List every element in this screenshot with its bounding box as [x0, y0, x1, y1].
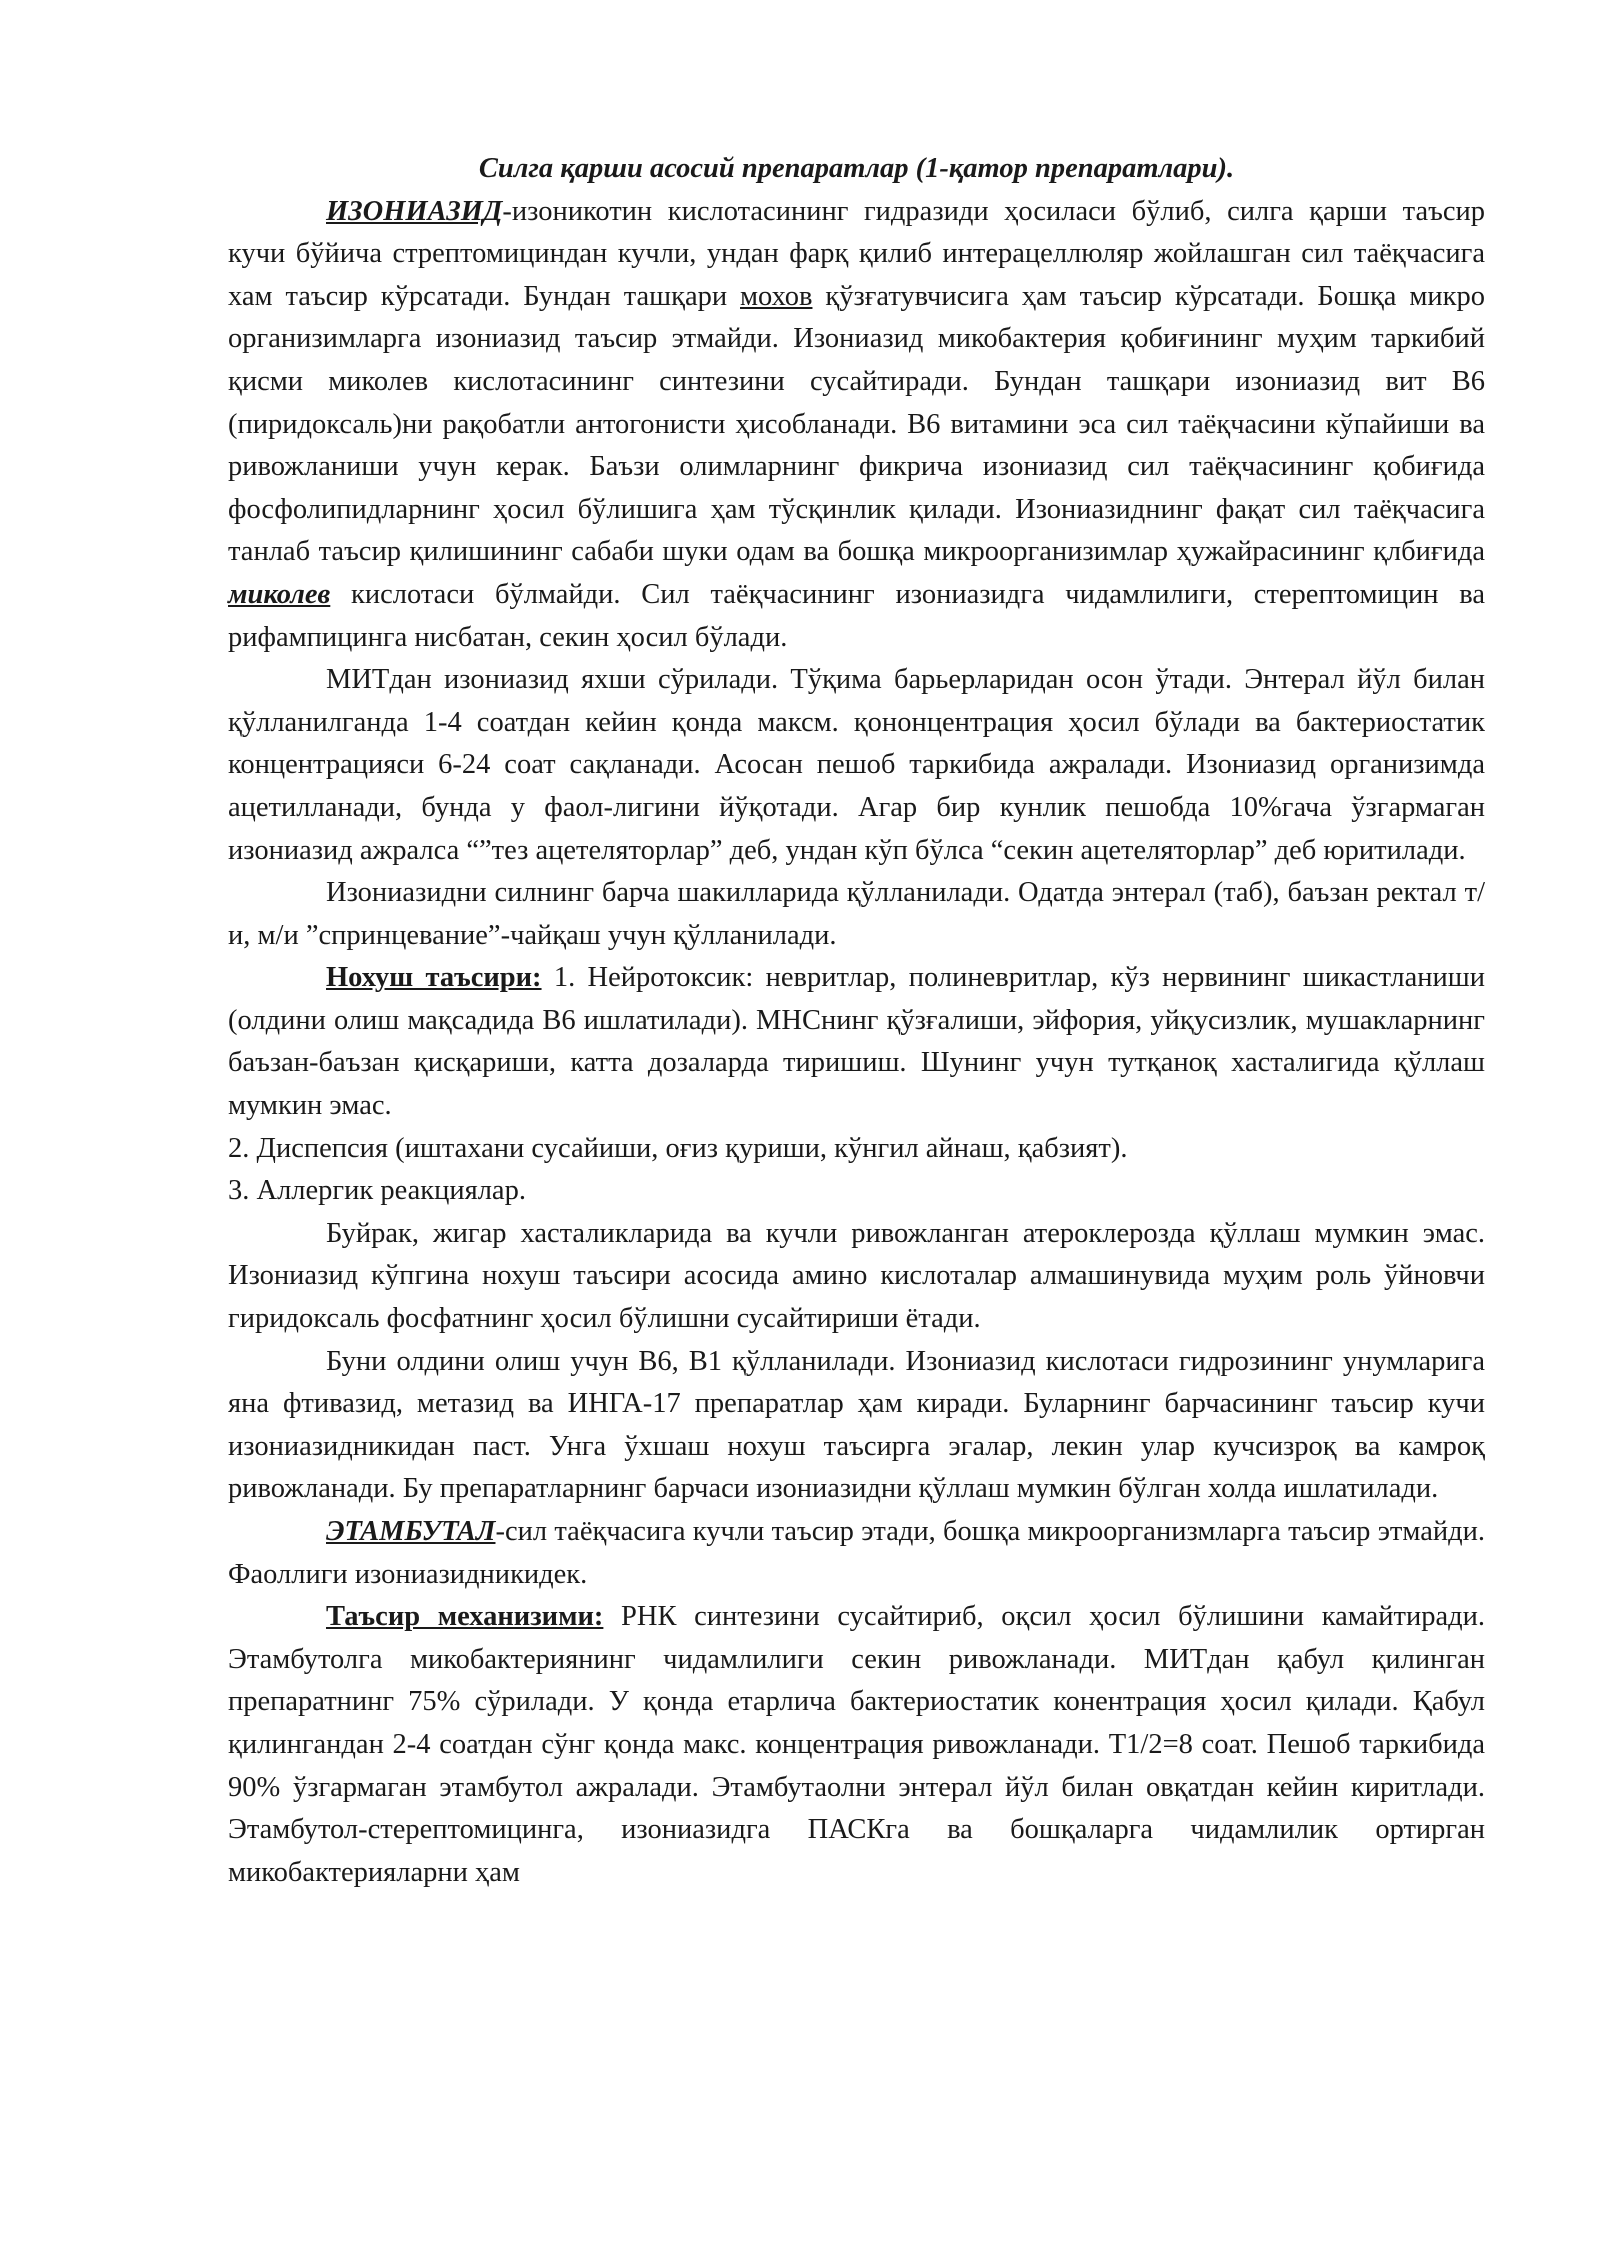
- paragraph-usage: Изониазидни силнинг барча шакилларида қўлланилади. Одатда энтерал (таб), баъзан ректал т/и, м/и ”спринцевание”-чайқаш учун қўлланилади.: [228, 877, 1485, 951]
- document-page: [228, 148, 1485, 1894]
- term-ethambutol: ЭТАМБУТАЛ: [326, 1516, 496, 1547]
- paragraph-isoniazid: [228, 191, 1485, 660]
- paragraph-ethambutol: [228, 1511, 1485, 1596]
- paragraph-absorption: МИТдан изониазид яхши сўрилади. Тўқима барьерларидан осон ўтади. Энтерал йўл билан қўлланилганда 1-4 соатдан кейин қонда максм. қононцентрация ҳосил бўлади ва бактериостатик концентрацияси 6-24 соат сақланади. Асосан пешоб таркибида ажралади. Изониазид организимда ацетилланади, бунда у фаол-лигини йўқотади. Агар бир кунлик пешобда 10%гача ўзгармаган изониазид ажралса “”тез ацетеляторлар” деб, ундан кўп бўлса “секин ацетеляторлар” деб юритилади.: [228, 664, 1485, 866]
- term-mechanism: Таъсир механизими:: [326, 1601, 604, 1633]
- paragraph-text: кислотаси бўлмайди. Сил таёқчасининг изониазидга чидамлилиги, стерептомицин ва рифампицинга нисбатан, секин ҳосил бўлади.: [228, 578, 1485, 653]
- paragraph-mechanism: [228, 1596, 1485, 1894]
- paragraph-text: қўзғатувчисига ҳам таъсир кўрсатади. Бошқа микро организимларга изониазид таъсир этмайди. Изониазид микобактерия қобиғининг муҳим таркибий қисми миколев кислотасининг синтезини сусайтиради. Бундан ташқари изониазид вит В6 (пиридоксаль)ни рақобатли антогонисти ҳисобланади. В6 витамини эса сил таёқчасини кўпайиши ва ривожланиши учун керак. Баъзи олимларнинг фикрича изониазид сил таёқчасининг қобиғида фосфолипидларнинг ҳосил бўлишига ҳам тўсқинлик қилади. Изониазиднинг фақат сил таёқчасига танлаб таъсир қилишининг сабаби шуки одам ва бошқа микроорганизимлар ҳужайрасининг қлбиғида: [228, 280, 1485, 568]
- term-mikolev: миколев: [228, 578, 331, 610]
- paragraph-text: -сил таёқчасига кучли таъсир этади, бошқа микроорганизмларга таъсир этмайди. Фаоллиги изониазидникидек.: [228, 1516, 1485, 1590]
- paragraph-text: -изоникотин кислотасининг гидразиди ҳосиласи бўлиб, силга қарши таъсир кучи бўйича стрептомициндан кучли, ундан фарқ қилиб интерацеллюляр жойлашган сил таёқчасига хам таъсир кўрсатади. Бундан ташқари: [228, 195, 1485, 312]
- paragraph-text: РНК синтезини сусайтириб, оқсил ҳосил бўлишини камайтиради. Этамбутолга микобактериянинг чидамлилиги секин ривожланади. МИТдан қабул қилинган препаратнинг 75% сўрилади. У қонда етарлича бактериостатик конентрация ҳосил қилади. Қабул қилингандан 2-4 соатдан сўнг қонда макс. концентрация ривожланади. Т1/2=8 соат. Пешоб таркибида 90% ўзгармаган этамбутол ажралади. Этамбутаолни энтерал йўл билан овқатдан кейин киритлади. Этамбутол-стерептомицинга, изониазидга ПАСКга ва бошқаларга чидамлилик ортирган микобактерияларни ҳам: [228, 1601, 1485, 1888]
- document-title: Силга қарши асосий препаратлар (1-қатор препаратлари).: [478, 153, 1235, 184]
- term-side-effects: Нохуш таъсири:: [326, 962, 542, 994]
- paragraph-prevention: Буни олдини олиш учун В6, В1 қўлланилади. Изониазид кислотаси гидрозининг унумларига яна фтивазид, метазид ва ИНГА-17 препаратлар ҳам киради. Буларнинг барчасининг таъсир кучи изониазидникидан паст. Унга ўхшаш нохуш таъсирга эгалар, лекин улар кучсизроқ ва камроқ ривожланади. Бу препаратларнинг барчаси изониазидни қўллаш мумкин бўлган холда ишлатилади.: [228, 1345, 1485, 1505]
- underlined-word: мохов: [740, 280, 813, 312]
- paragraph-text: 1. Нейротоксик: невритлар, полиневритлар, кўз нервининг шикастланиши (олдини олиш мақсадида В6 ишлатилади). МНСнинг қўзғалиши, эйфория, уйқусизлик, мушакларнинг баъзан-баъзан қисқариши, катта дозаларда тиришиш. Шунинг учун тутқаноқ хасталигида қўллаш мумкин эмас.: [228, 962, 1486, 1122]
- term-isoniazid: ИЗОНИАЗИД: [326, 195, 503, 227]
- list-item-dyspepsia: 2. Диспепсия (иштахани сусайиши, оғиз қуриши, кўнгил айнаш, қабзият).: [228, 1132, 1128, 1164]
- paragraph-contraindications: Буйрак, жигар хасталикларида ва кучли ривожланган атероклерозда қўллаш мумкин эмас. Изониазид кўпгина нохуш таъсири асосида амино кислоталар алмашинувида муҳим роль ўйновчи гиридоксаль фосфатнинг ҳосил бўлишни сусайтириши ётади.: [228, 1217, 1485, 1335]
- paragraph-side-effects: [228, 957, 1485, 1127]
- list-item-allergy: 3. Аллергик реакциялар.: [228, 1175, 526, 1207]
